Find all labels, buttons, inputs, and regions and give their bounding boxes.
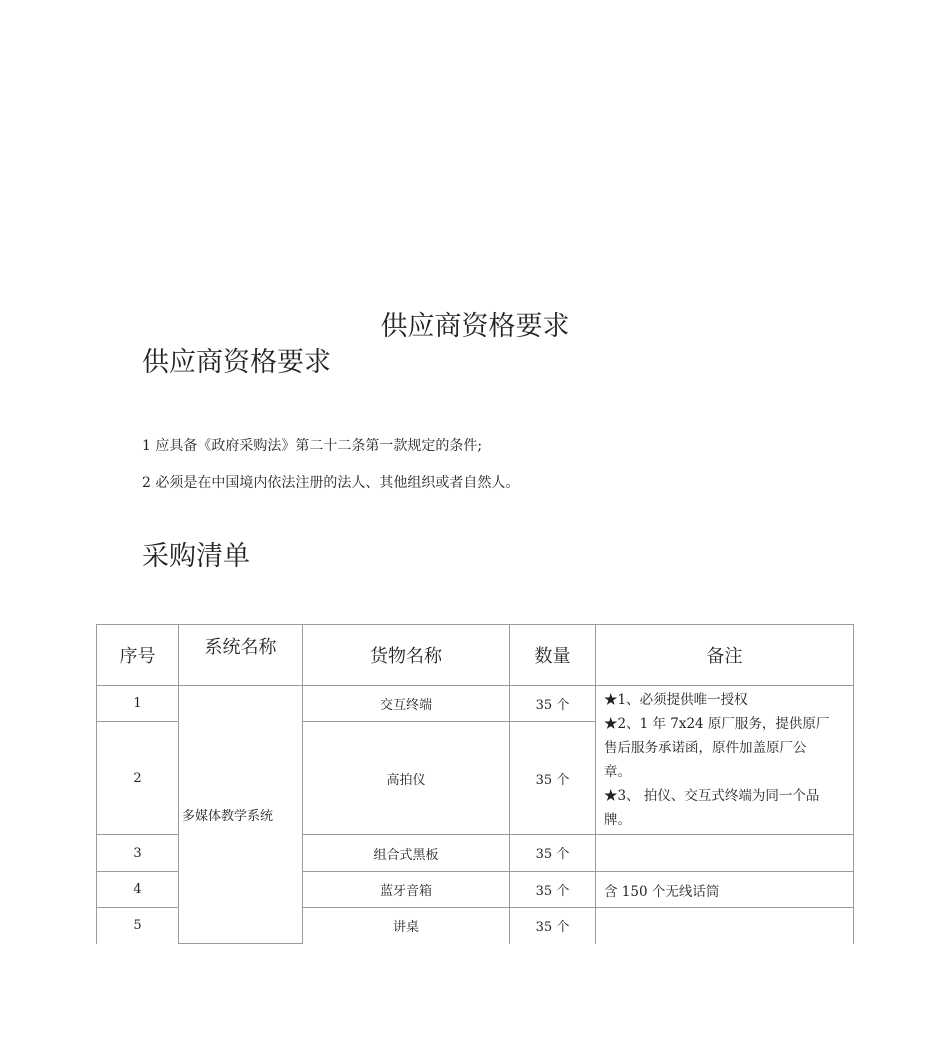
- row-qty: 35 个: [510, 686, 596, 722]
- remark-line: 售后服务承诺函，原件加盖原厂公: [604, 740, 807, 756]
- row-remark: [596, 908, 854, 944]
- row-qty: 35 个: [510, 872, 596, 908]
- row-item: 高拍仪: [303, 722, 510, 835]
- remark-line: ★3、 拍仪、交互式终端为同一个品: [604, 788, 820, 804]
- header-remarks: 备注: [596, 625, 854, 686]
- page-title: 供应商资格要求: [380, 311, 570, 342]
- remark-line: ★2、1 年 7x24 原厂服务，提供原厂: [604, 716, 830, 732]
- qualification-heading: 供应商资格要求: [142, 347, 331, 378]
- row-qty: 35 个: [510, 835, 596, 872]
- row-item: 讲桌: [303, 908, 510, 944]
- procurement-table: [96, 624, 854, 944]
- remark-line: ★1、必须提供唯一授权: [604, 692, 748, 708]
- remark-line: 牌。: [604, 812, 631, 828]
- header-item-name: 货物名称: [303, 625, 510, 686]
- row-remark: 含 150 个无线话筒: [596, 872, 854, 908]
- row-qty: 35 个: [510, 722, 596, 835]
- qualification-item-2: 2 必须是在中国境内依法注册的法人、其他组织或者自然人。: [142, 475, 520, 491]
- system-name-cell: 多媒体教学系统: [179, 686, 303, 944]
- qualification-item-1: 1 应具备《政府采购法》第二十二条第一款规定的条件;: [142, 438, 483, 454]
- header-system-name: 系统名称: [179, 625, 303, 686]
- row-item: 组合式黑板: [303, 835, 510, 872]
- row-no: 2: [97, 722, 179, 835]
- row-no: 4: [97, 872, 179, 908]
- row-qty: 35 个: [510, 908, 596, 944]
- procurement-list-heading: 采购清单: [142, 541, 250, 572]
- row-item: 交互终端: [303, 686, 510, 722]
- header-quantity: 数量: [510, 625, 596, 686]
- remark-line: 章。: [604, 764, 631, 780]
- table-row: [97, 686, 854, 722]
- remarks-merged-cell: [596, 686, 854, 835]
- table-header-row: [97, 625, 854, 686]
- row-no: 1: [97, 686, 179, 722]
- header-no: 序号: [97, 625, 179, 686]
- row-item: 蓝牙音箱: [303, 872, 510, 908]
- row-remark: [596, 835, 854, 872]
- row-no: 5: [97, 908, 179, 944]
- row-no: 3: [97, 835, 179, 872]
